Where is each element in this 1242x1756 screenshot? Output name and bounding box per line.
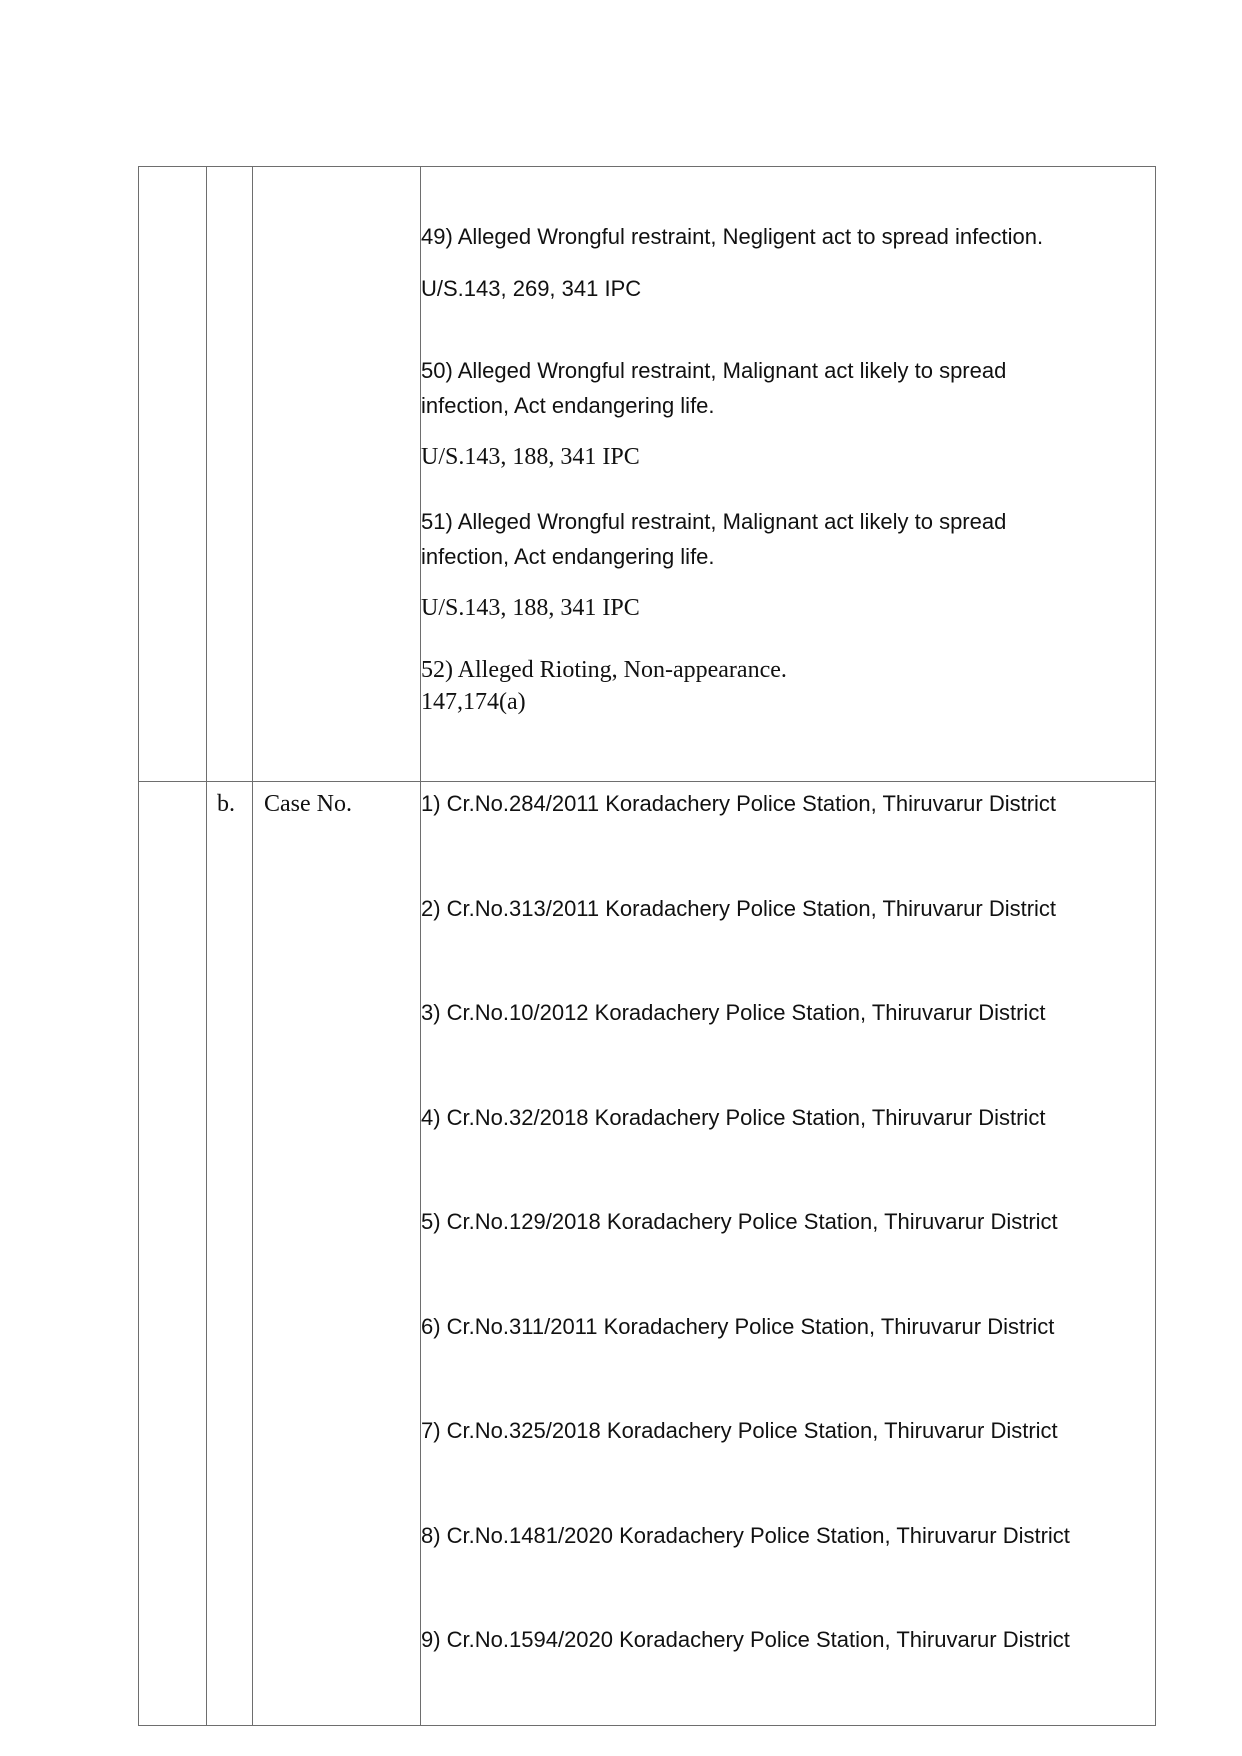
case-item: 4) Cr.No.32/2018 Koradachery Police Station, Thiruvarur District: [421, 1105, 1046, 1130]
allegation-text: 52) Alleged Rioting, Non-appearance.: [421, 657, 787, 683]
row-divider: [139, 781, 1155, 782]
field-name: Case No.: [264, 791, 352, 817]
allegation-text: 50) Alleged Wrongful restraint, Malignant act likely to spread: [421, 358, 1007, 383]
case-details-table: [138, 166, 1156, 1726]
case-item: 1) Cr.No.284/2011 Koradachery Police Station, Thiruvarur District: [421, 791, 1057, 816]
row-label: b.: [217, 791, 235, 817]
allegation-text: infection, Act endangering life.: [421, 544, 715, 569]
column-divider: [206, 167, 207, 1725]
allegation-section: U/S.143, 188, 341 IPC: [421, 444, 640, 470]
allegation-section: U/S.143, 188, 341 IPC: [421, 595, 640, 621]
allegation-text: 49) Alleged Wrongful restraint, Negligent act to spread infection.: [421, 224, 1044, 249]
case-item: 2) Cr.No.313/2011 Koradachery Police Station, Thiruvarur District: [421, 896, 1057, 921]
case-item: 7) Cr.No.325/2018 Koradachery Police Station, Thiruvarur District: [421, 1418, 1058, 1443]
case-item: 8) Cr.No.1481/2020 Koradachery Police Station, Thiruvarur District: [421, 1523, 1070, 1548]
allegation-section: 147,174(a): [421, 689, 526, 715]
column-divider: [252, 167, 253, 1725]
case-item: 6) Cr.No.311/2011 Koradachery Police Station, Thiruvarur District: [421, 1314, 1055, 1339]
allegation-text: infection, Act endangering life.: [421, 393, 715, 418]
allegation-section: U/S.143, 269, 341 IPC: [421, 276, 642, 301]
allegation-text: 51) Alleged Wrongful restraint, Malignant act likely to spread: [421, 509, 1007, 534]
case-item: 9) Cr.No.1594/2020 Koradachery Police Station, Thiruvarur District: [421, 1627, 1070, 1652]
case-item: 5) Cr.No.129/2018 Koradachery Police Station, Thiruvarur District: [421, 1209, 1058, 1234]
case-item: 3) Cr.No.10/2012 Koradachery Police Station, Thiruvarur District: [421, 1000, 1046, 1025]
